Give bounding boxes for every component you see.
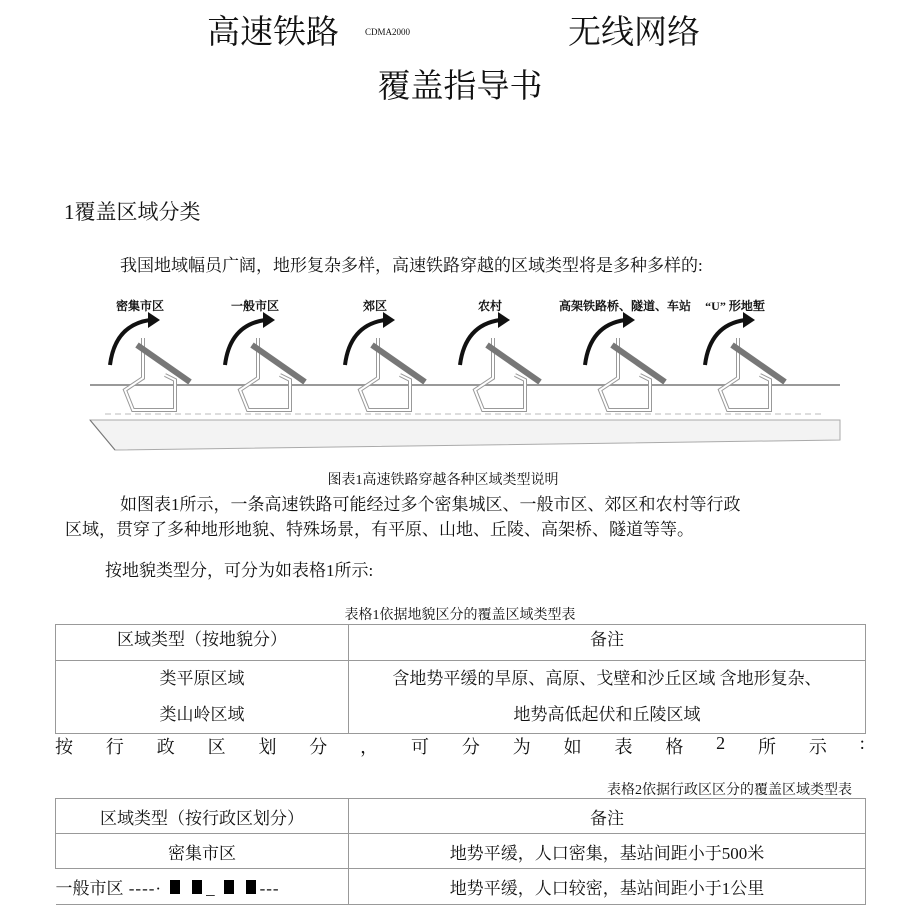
railway-figure [85, 290, 845, 460]
figure-label: 密集市区 [115, 299, 165, 313]
title-line2: 覆盖指导书 [377, 69, 543, 105]
spread-char: 行 [105, 737, 124, 757]
table2-caption: 表格2依据行政区区分的覆盖区域类型表 [607, 783, 852, 798]
spread-char: : [859, 733, 865, 753]
paragraph-1-line1: 如图表1所示，一条高速铁路可能经过多个密集城区、一般市区、郊区和农村等行政 [120, 495, 741, 514]
paragraph-1-line2: 区域，贯穿了多种地形地貌、特殊场景，有平原、山地、丘陵、高架桥、隧道等等。 [65, 520, 694, 539]
table2-type: 密集市区 [56, 834, 349, 869]
title-part2: 无线网络 [568, 15, 700, 51]
railway-segment-icon [585, 312, 665, 410]
scan-artifact: ----· _ --- [123, 879, 280, 898]
table1-type: 类平原区域 [159, 669, 245, 688]
railway-segment-icon [225, 312, 305, 410]
administrative-intro-line [55, 733, 865, 759]
spread-char: 2 [716, 733, 726, 753]
title-part1: 高速铁路 [207, 15, 339, 51]
spread-char: ， [360, 737, 379, 757]
figure-label: 高架铁路桥、隧道、车站 [558, 299, 692, 313]
spread-char: 如 [563, 737, 582, 757]
table1-note-cell [349, 661, 866, 734]
table2-type-cell [56, 869, 349, 905]
spread-char: 分 [309, 737, 328, 757]
table1-types-cell [56, 661, 349, 734]
table2-header-type: 区域类型（按行政区划分） [56, 799, 349, 834]
table1-header-note: 备注 [349, 625, 866, 661]
table1-caption: 表格1依据地貌区分的覆盖区域类型表 [344, 608, 576, 623]
spread-char: 为 [512, 737, 531, 757]
table1-note: 地势高低起伏和丘陵区域 [513, 705, 701, 724]
spread-char: 可 [411, 737, 430, 757]
table1-header-type: 区域类型（按地貌分） [56, 625, 349, 661]
title-tag: CDMA2000 [365, 27, 411, 37]
figure-label: “U” 形地堑 [705, 299, 765, 313]
administrative-table [55, 798, 866, 905]
table2-note: 地势平缓，人口较密，基站间距小于1公里 [349, 869, 866, 905]
table2-type: 一般市区 [55, 879, 124, 898]
terrain-table [55, 624, 866, 734]
railway-segment-icon [110, 312, 190, 410]
table-row [56, 834, 866, 869]
table1-type: 类山岭区域 [159, 705, 245, 724]
figure-caption: 图表1高速铁路穿越各种区域类型说明 [327, 473, 559, 488]
spread-char: 格 [665, 737, 684, 757]
railway-segment-icon [705, 312, 785, 410]
spread-char: 政 [156, 737, 175, 757]
railway-segment-icon [460, 312, 540, 410]
spread-char: 按 [55, 737, 73, 757]
figure-label: 一般市区 [230, 299, 280, 313]
spread-char: 分 [461, 737, 480, 757]
paragraph-2: 按地貌类型分，可分为如表格1所示: [105, 561, 374, 580]
figure-label: 农村 [477, 299, 503, 313]
spread-char: 表 [614, 737, 633, 757]
spread-char: 所 [758, 737, 777, 757]
figure-label: 郊区 [362, 299, 388, 313]
table1-note: 含地势平缓的旱原、高原、戈壁和沙丘区域 含地形复杂、 [392, 669, 822, 688]
spread-char: 划 [258, 737, 277, 757]
table-row [56, 869, 866, 905]
railway-segment-icon [345, 312, 425, 410]
section-heading: 1覆盖区域分类 [64, 200, 201, 224]
spread-char: 示 [808, 737, 827, 757]
table2-note: 地势平缓，人口密集，基站间距小于500米 [349, 834, 866, 869]
intro-paragraph: 我国地域幅员广阔，地形复杂多样，高速铁路穿越的区域类型将是多种多样的: [120, 256, 703, 275]
spread-char: 区 [207, 737, 226, 757]
table2-header-note: 备注 [349, 799, 866, 834]
